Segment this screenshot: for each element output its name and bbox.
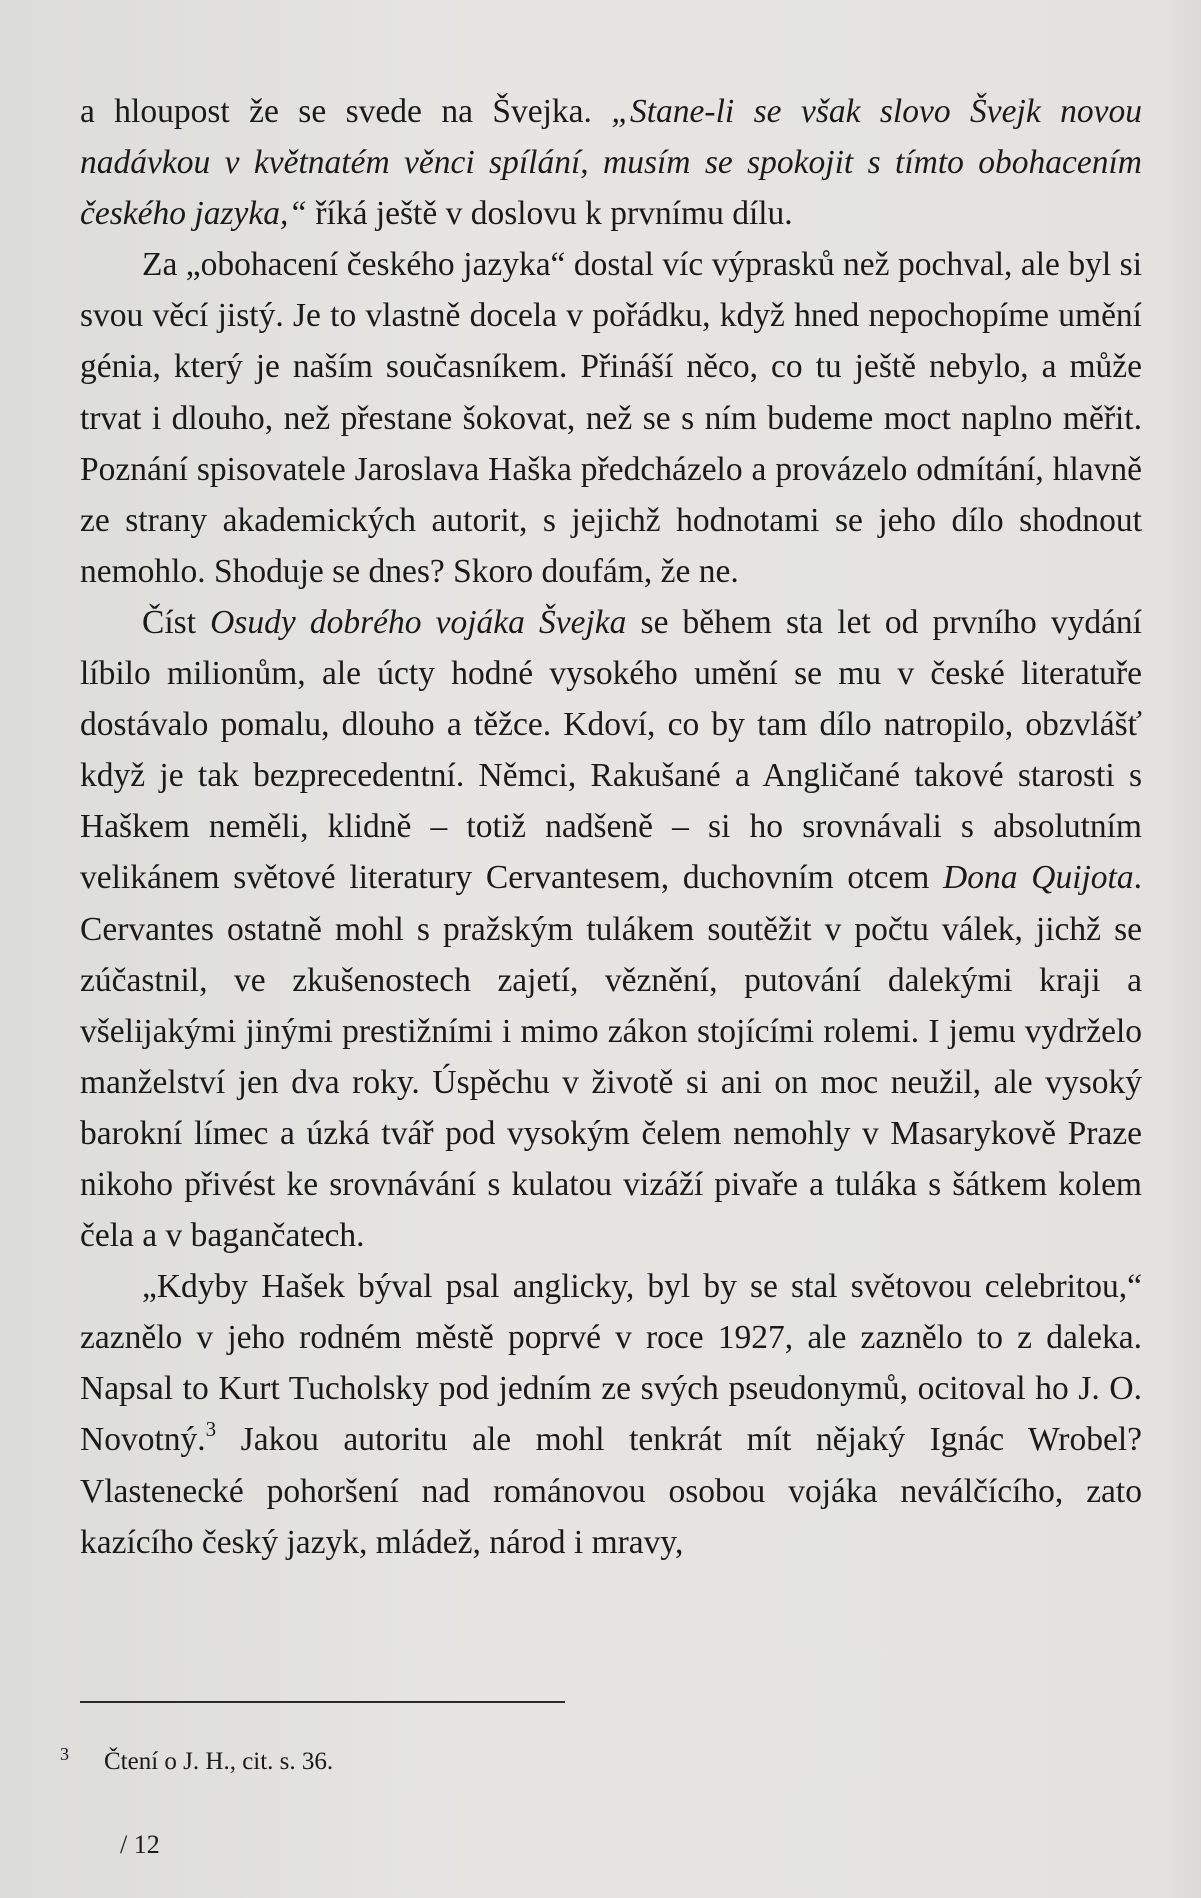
paragraph xyxy=(80,239,1142,597)
text-run: říká ještě v doslovu k prvnímu dílu. xyxy=(306,195,793,233)
text-run: . Cervantes ostatně mohl s pražským tulákem soutěžit v počtu válek, jichž se zúčastnil, ve zkušenostech zajetí, věznění, putování dalekými kraji a všelijakými jinými prestižními i mimo zákon stojícími rolemi. I jemu vydrželo manželství jen dva roky. Úspěchu v životě si ani on moc neužil, ale vysoký barokní límec a úzká tvář pod vysokým čelem nemohly v Masarykově Praze nikoho přivést ke srovnávání s kulatou vizáží pivaře a tuláka s šátkem kolem čela a v bagančatech. xyxy=(80,859,1142,1255)
italic-text: Osudy dobrého vojáka Švejka xyxy=(210,603,627,641)
text-run: Za „obohacení českého jazyka“ dostal víc výprasků než pochval, ale byl si svou věcí jistý. Je to vlastně docela v pořádku, když hned nepochopíme umění génia, který je naším současníkem. Přináší něco, co tu ještě nebylo, a může trvat i dlouho, než přestane šokovat, než se s ním budeme moct naplno měřit. Poznání spisovatele Jaroslava Haška předcházelo a provázelo odmítání, hlavně ze strany akademických autorit, s jejichž hodnotami se jeho dílo shodnout nemohlo. Shoduje se dnes? Skoro doufám, že ne. xyxy=(80,246,1142,590)
body-text xyxy=(80,86,1142,1568)
italic-text: Dona Quijota xyxy=(943,859,1134,897)
page-number: / 12 xyxy=(120,1830,160,1859)
paragraph xyxy=(80,1261,1142,1568)
paragraph xyxy=(80,597,1142,1261)
paragraph xyxy=(80,86,1142,239)
footnote-separator xyxy=(80,1701,565,1703)
footnote-text: Čtení o J. H., cit. s. 36. xyxy=(104,1748,334,1775)
italic-text: „Stane-li se však slovo Švejk novou nadávkou v květnatém věnci spílání, musím se spokojit s tímto obohacením českého jazyka,“ xyxy=(80,93,1142,233)
text-run: se během sta let od prvního vydání líbilo milionům, ale úcty hodné vysokého umění se mu v české literatuře dostávalo pomalu, dlouho a těžce. Kdoví, co by tam dílo natropilo, obzvlášť když je tak bezprecedentní. Němci, Rakušané a Angličané takové starosti s Haškem neměli, klidně – totiž nadšeně – si ho srovnávali s absolutním velikánem světové literatury Cervantesem, duchovním otcem xyxy=(80,603,1142,897)
text-run: a hloupost že se svede na Švejka. xyxy=(80,93,612,130)
footnote-mark: 3 xyxy=(60,1744,69,1764)
footnote xyxy=(60,1736,333,1780)
text-run: Číst xyxy=(142,603,211,641)
text-run: Jakou autoritu ale mohl tenkrát mít nějaký Ignác Wrobel? Vlastenecké pohoršení nad románovou osobou vojáka neválčícího, zato kazícího český jazyk, mládež, národ i mravy, xyxy=(80,1421,1142,1561)
footnote-reference: 3 xyxy=(205,1417,217,1442)
text-run: „Kdyby Hašek býval psal anglicky, byl by se stal světovou celebritou,“ zaznělo v jeho rodném městě poprvé v roce 1927, ale zaznělo to z daleka. Napsal to Kurt Tucholsky pod jedním ze svých pseudonymů, ocitoval ho J. O. Novotný. xyxy=(80,1268,1142,1459)
